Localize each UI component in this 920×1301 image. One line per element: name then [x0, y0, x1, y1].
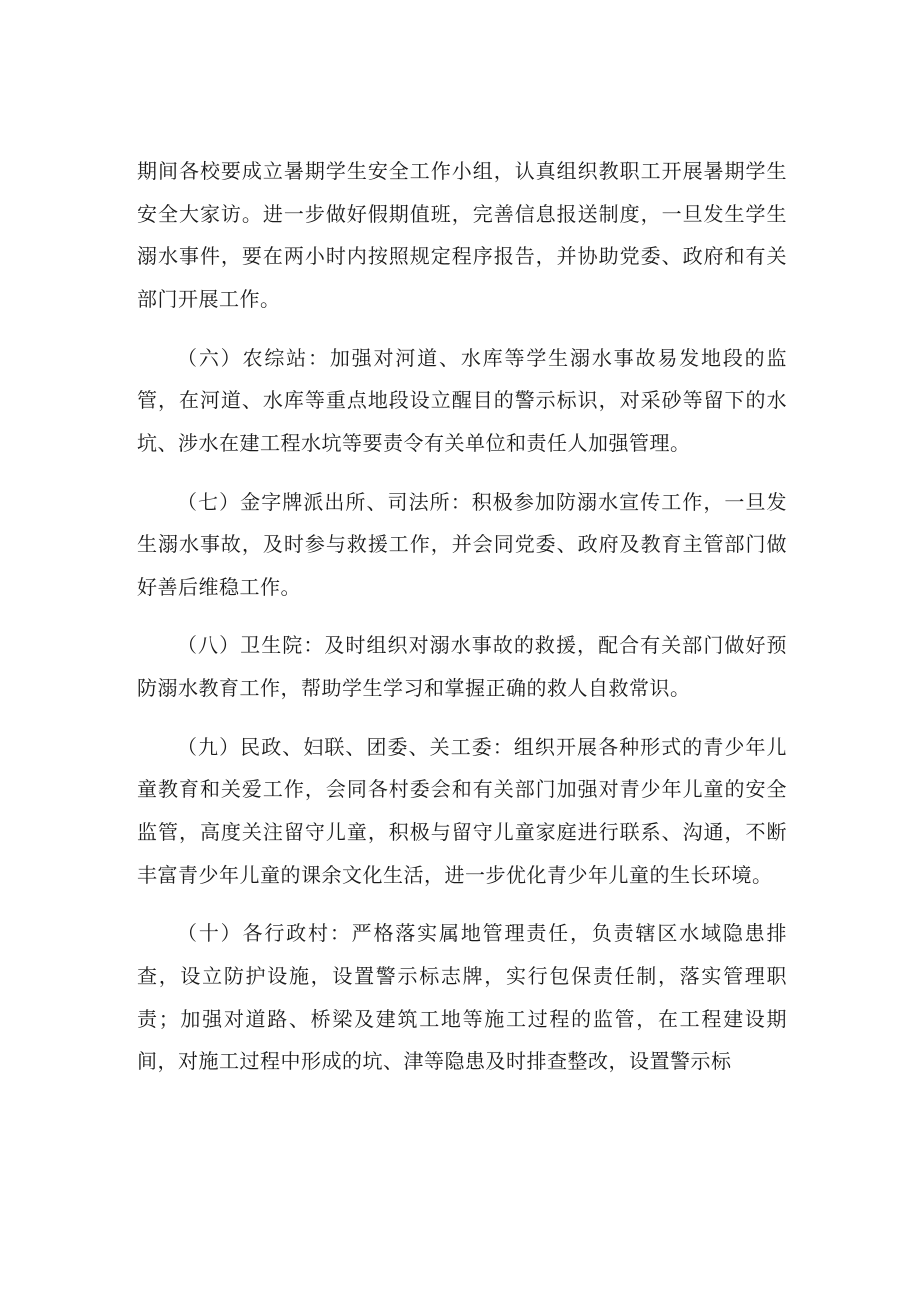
paragraph-civil-affairs: （九）民政、妇联、团委、关工委：组织开展各种形式的青少年儿童教育和关爱工作，会同各村委会和有关部门加强对青少年儿童的安全监管，高度关注留守儿童，积极与留守儿童家庭进行联系、沟通，不断丰富青少年儿童的课余文化生活，进一步优化青少年儿童的生长环境。: [137, 734, 787, 887]
paragraph-police-judicial: （七）金字牌派出所、司法所：积极参加防溺水宣传工作，一旦发生溺水事故，及时参与救援工作，并会同党委、政府及教育主管部门做好善后维稳工作。: [137, 489, 787, 599]
paragraph-villages: （十）各行政村：严格落实属地管理责任，负责辖区水域隐患排查，设立防护设施，设置警示标志牌，实行包保责任制，落实管理职责；加强对道路、桥梁及建筑工地等施工过程的监管，在工程建设期间，对施工过程中形成的坑、津等隐患及时排查整改，设置警示标: [137, 921, 787, 1074]
body-text: [137, 150, 787, 1099]
paragraph-health-center: （八）卫生院：及时组织对溺水事故的救援，配合有关部门做好预防溺水教育工作，帮助学生学习和掌握正确的救人自救常识。: [137, 633, 787, 701]
paragraph-agri-station: （六）农综站：加强对河道、水库等学生溺水事故易发地段的监管，在河道、水库等重点地段设立醒目的警示标识，对采砂等留下的水坑、涉水在建工程水坑等要责令有关单位和责任人加强管理。: [137, 345, 787, 456]
paragraph-continuation: 期间各校要成立暑期学生安全工作小组，认真组织教职工开展暑期学生安全大家访。进一步做好假期值班，完善信息报送制度，一旦发生学生溺水事件，要在两小时内按照规定程序报告，并协助党委、政府和有关部门开展工作。: [137, 159, 787, 312]
